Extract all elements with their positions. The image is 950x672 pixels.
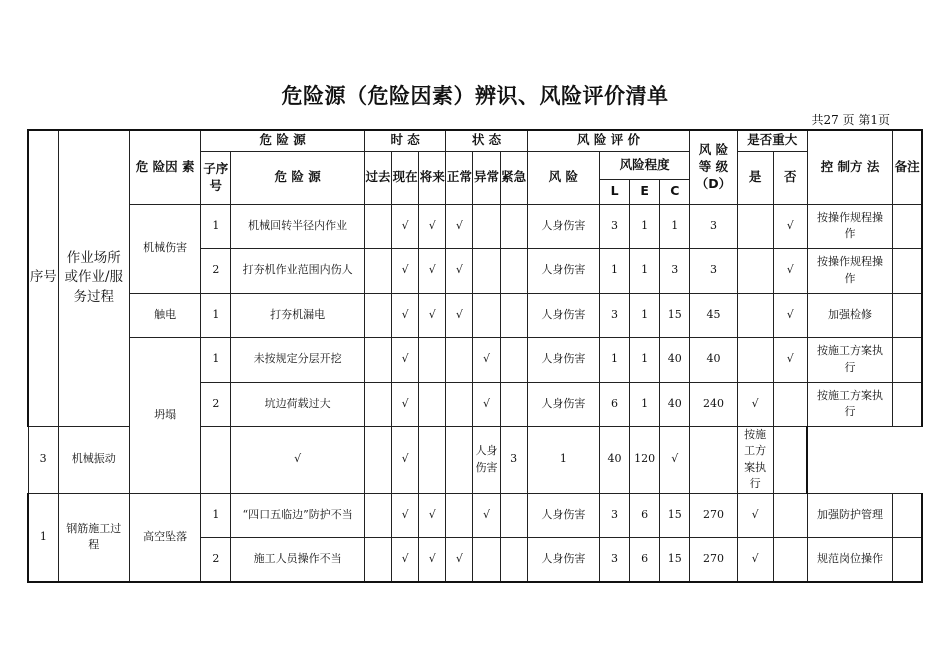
remark-cell	[773, 426, 807, 493]
abnormal-cell: √	[473, 337, 500, 382]
process-cell: 钢筋施工过程	[58, 493, 129, 582]
present-cell: √	[231, 426, 365, 493]
yes-cell	[737, 337, 773, 382]
present-cell: √	[392, 248, 419, 293]
normal-cell: √	[446, 248, 473, 293]
emergency-cell	[500, 204, 527, 248]
normal-cell: √	[446, 537, 473, 582]
table-row	[28, 293, 922, 337]
page-counter: 共27 页 第1页	[811, 113, 890, 127]
control-cell: 规范岗位操作	[807, 537, 892, 582]
risk-cell: 人身伤害	[527, 204, 599, 248]
normal-cell: √	[392, 426, 419, 493]
hazard-factor-cell: 坍塌	[129, 337, 200, 493]
risk-cell: 人身伤害	[473, 426, 500, 493]
e-cell: 6	[630, 493, 660, 537]
normal-cell: √	[446, 293, 473, 337]
sub-cell: 2	[201, 382, 231, 426]
risk-cell: 人身伤害	[527, 493, 599, 537]
risk-eval-group-header: 风 险 评 价	[527, 130, 690, 151]
abnormal-cell: √	[473, 382, 500, 426]
source-cell: 打夯机漏电	[231, 293, 365, 337]
past-cell	[364, 493, 391, 537]
future-cell	[419, 382, 446, 426]
l-cell: 6	[599, 382, 629, 426]
emergency-cell	[500, 337, 527, 382]
e-cell: 1	[630, 204, 660, 248]
e-header: E	[630, 179, 660, 204]
risk-cell: 人身伤害	[527, 337, 599, 382]
c-header: C	[660, 179, 690, 204]
yes-cell: √	[737, 537, 773, 582]
past-cell	[364, 337, 391, 382]
future-cell: √	[419, 248, 446, 293]
hazard-factor-cell: 触电	[129, 293, 200, 337]
abnormal-cell	[419, 426, 446, 493]
l-header: L	[599, 179, 629, 204]
remark-cell	[893, 382, 922, 426]
l-cell: 3	[500, 426, 527, 493]
source-cell: 打夯机作业范围内伤人	[231, 248, 365, 293]
risk-header: 风 险	[527, 151, 599, 204]
no-cell: √	[773, 248, 807, 293]
hazard-factor-cell: 机械伤害	[129, 204, 200, 293]
sub-cell: 1	[201, 293, 231, 337]
emergency-cell	[500, 493, 527, 537]
emergency-header: 紧急	[500, 151, 527, 204]
no-cell: √	[773, 337, 807, 382]
yes-cell: √	[737, 382, 773, 426]
normal-cell: √	[446, 204, 473, 248]
sub-cell: 1	[201, 493, 231, 537]
control-cell: 加强检修	[807, 293, 892, 337]
past-cell	[201, 426, 231, 493]
no-cell: √	[773, 293, 807, 337]
risk-cell: 人身伤害	[527, 248, 599, 293]
risk-level-header: 风 险等 级（D）	[690, 130, 737, 204]
process-header-cell	[58, 130, 129, 426]
c-cell: 15	[660, 537, 690, 582]
source-cell: 机械振动	[58, 426, 129, 493]
yes-cell	[737, 293, 773, 337]
present-cell: √	[392, 337, 419, 382]
remark-cell	[893, 493, 922, 537]
l-cell: 1	[599, 337, 629, 382]
remark-cell	[893, 248, 922, 293]
l-cell: 3	[599, 293, 629, 337]
source-cell: 施工人员操作不当	[231, 537, 365, 582]
e-cell: 1	[630, 382, 660, 426]
hazard-source-group-header: 危 险 源	[201, 130, 365, 151]
table-row	[28, 493, 922, 537]
hazard-source-header: 危 险 源	[231, 151, 365, 204]
normal-header: 正常	[446, 151, 473, 204]
sub-cell: 2	[201, 537, 231, 582]
future-cell	[364, 426, 391, 493]
remark-cell	[893, 293, 922, 337]
control-cell: 按施工方案执行	[807, 382, 892, 426]
present-cell: √	[392, 537, 419, 582]
no-cell	[690, 426, 737, 493]
time-group-header: 时 态	[364, 130, 445, 151]
risk-cell: 人身伤害	[527, 382, 599, 426]
normal-cell	[446, 337, 473, 382]
d-cell: 40	[690, 337, 737, 382]
source-cell: 未按规定分层开挖	[231, 337, 365, 382]
emergency-cell	[500, 382, 527, 426]
sub-cell: 1	[201, 204, 231, 248]
d-cell: 45	[690, 293, 737, 337]
d-cell: 240	[690, 382, 737, 426]
past-cell	[364, 204, 391, 248]
c-cell: 40	[599, 426, 629, 493]
past-cell	[364, 293, 391, 337]
control-cell: 按操作规程操作	[807, 248, 892, 293]
sub-no-header: 子序号	[201, 151, 231, 204]
past-cell	[364, 382, 391, 426]
source-cell: 坑边荷载过大	[231, 382, 365, 426]
l-cell: 3	[599, 493, 629, 537]
table-row	[28, 204, 922, 248]
past-cell	[364, 537, 391, 582]
e-cell: 1	[630, 293, 660, 337]
seq-header-cell	[28, 130, 58, 426]
no-cell	[773, 382, 807, 426]
yes-cell: √	[737, 493, 773, 537]
future-header: 将来	[419, 151, 446, 204]
control-cell: 按操作规程操作	[807, 204, 892, 248]
present-cell: √	[392, 493, 419, 537]
d-cell: 3	[690, 248, 737, 293]
emergency-cell	[500, 537, 527, 582]
yes-cell: √	[660, 426, 690, 493]
yes-cell	[737, 204, 773, 248]
e-cell: 1	[630, 337, 660, 382]
risk-cell: 人身伤害	[527, 537, 599, 582]
page-title: 危险源（危险因素）辨识、风险评价清单	[281, 84, 669, 108]
normal-cell	[446, 382, 473, 426]
normal-cell	[446, 493, 473, 537]
c-cell: 40	[660, 337, 690, 382]
emergency-cell	[500, 248, 527, 293]
c-cell: 15	[660, 493, 690, 537]
seq-header: 序号	[29, 269, 57, 286]
present-cell: √	[392, 293, 419, 337]
d-cell: 270	[690, 537, 737, 582]
yes-cell	[737, 248, 773, 293]
future-cell: √	[419, 293, 446, 337]
emergency-cell	[446, 426, 473, 493]
c-cell: 40	[660, 382, 690, 426]
source-cell: 机械回转半径内作业	[231, 204, 365, 248]
abnormal-cell	[473, 248, 500, 293]
e-cell: 6	[630, 537, 660, 582]
hazard-factor-cell: 高空坠落	[129, 493, 200, 582]
abnormal-cell: √	[473, 493, 500, 537]
d-cell: 120	[630, 426, 660, 493]
table-row	[28, 337, 922, 382]
past-header: 过去	[364, 151, 391, 204]
state-group-header: 状 态	[446, 130, 527, 151]
l-cell: 1	[599, 248, 629, 293]
control-cell: 按施工方案执行	[807, 337, 892, 382]
c-cell: 3	[660, 248, 690, 293]
hazard-factor-header: 危 险因 素	[129, 130, 200, 204]
control-header: 控 制方 法	[807, 130, 892, 204]
c-cell: 1	[660, 204, 690, 248]
remark-cell	[893, 337, 922, 382]
past-cell	[364, 248, 391, 293]
no-cell	[773, 493, 807, 537]
remark-header: 备注	[893, 130, 922, 204]
remark-cell	[893, 537, 922, 582]
major-group-header: 是否重大	[737, 130, 807, 151]
control-cell: 按施工方案执行	[737, 426, 773, 493]
future-cell: √	[419, 204, 446, 248]
yes-header: 是	[737, 151, 773, 204]
e-cell: 1	[527, 426, 599, 493]
c-cell: 15	[660, 293, 690, 337]
future-cell	[419, 337, 446, 382]
no-header: 否	[773, 151, 807, 204]
emergency-cell	[500, 293, 527, 337]
d-cell: 270	[690, 493, 737, 537]
e-cell: 1	[630, 248, 660, 293]
risk-cell: 人身伤害	[527, 293, 599, 337]
present-cell: √	[392, 382, 419, 426]
future-cell: √	[419, 537, 446, 582]
risk-degree-header: 风险程度	[599, 151, 689, 179]
abnormal-header: 异常	[473, 151, 500, 204]
abnormal-cell	[473, 293, 500, 337]
control-cell: 加强防护管理	[807, 493, 892, 537]
seq-cell: 1	[28, 493, 58, 582]
sub-cell: 3	[28, 426, 58, 493]
risk-assessment-table	[27, 129, 923, 583]
sub-cell: 2	[201, 248, 231, 293]
abnormal-cell	[473, 204, 500, 248]
sub-cell: 1	[201, 337, 231, 382]
no-cell: √	[773, 204, 807, 248]
present-cell: √	[392, 204, 419, 248]
l-cell: 3	[599, 537, 629, 582]
process-header: 作业场所或作业/服务过程	[64, 249, 124, 306]
future-cell: √	[419, 493, 446, 537]
abnormal-cell	[473, 537, 500, 582]
present-header: 现在	[392, 151, 419, 204]
remark-cell	[893, 204, 922, 248]
no-cell	[773, 537, 807, 582]
d-cell: 3	[690, 204, 737, 248]
l-cell: 3	[599, 204, 629, 248]
source-cell: “四口五临边”防护不当	[231, 493, 365, 537]
